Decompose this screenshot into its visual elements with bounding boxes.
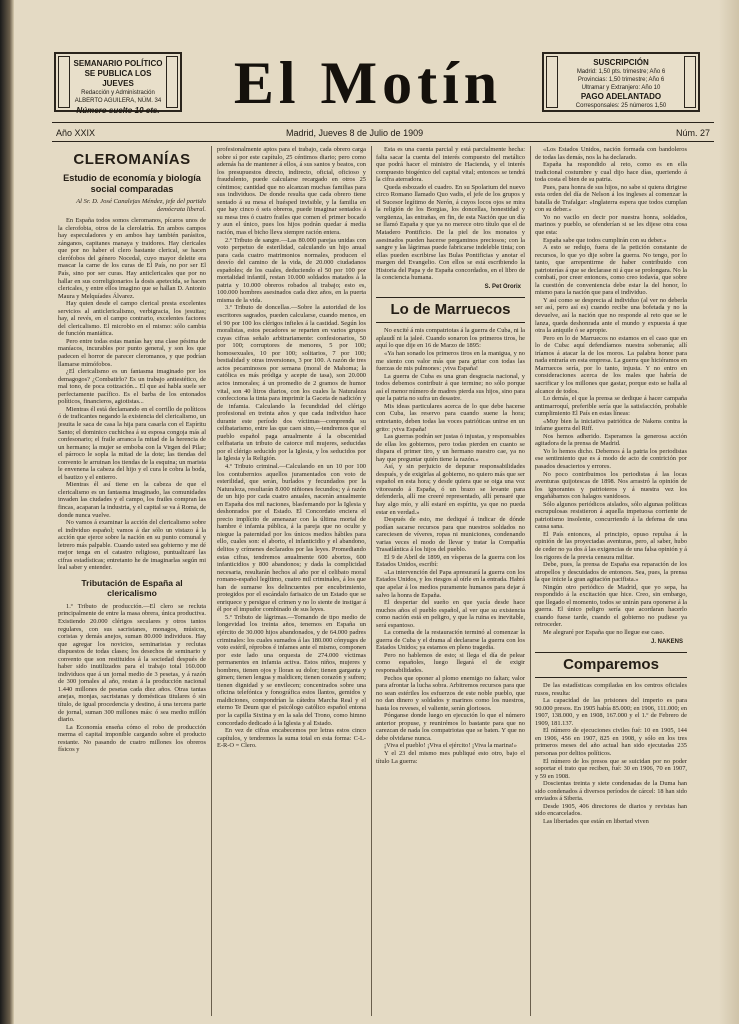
ornament-right: [166, 56, 178, 108]
column-3: [376, 146, 525, 765]
paragraph: La guerra de Cuba es una gran desgracia nacional, y todos debemos contribuir á que termine; no sólo porque así el menor número de madres pierda sus hijos, sino para que la patria no sufra un desastre.: [376, 372, 525, 403]
article-title-comparemos: Comparemos: [535, 652, 687, 678]
column-separator: [371, 146, 372, 1016]
paragraph: Mis ideas particulares acerca de lo que debe hacerse con Cuba, las reservo para cuando suene la hora; entretanto, deben todas las voces patrióticas unirse en un grito: ¡viva España!: [376, 402, 525, 433]
article-signature: J. NAKENS: [650, 638, 683, 645]
masthead-rule-top: [52, 122, 714, 123]
year-label: Año XXIX: [56, 128, 96, 138]
paragraph: Las guerras podrán ser justas ó injustas, y responsables de ellas los gobiernos, pero todas pierden en cuanto se dispara el primer tiro, y un hermano nuestro cae, ya no hay que preguntar quién tiene la razón.»: [376, 433, 525, 463]
badge-line: SE PUBLICA LOS JUEVES: [84, 69, 152, 88]
paragraph: La Economía enseña cómo el robo de producción merma el capital imponible cargando sobre el producto restante. No pasando de cuatro millones los obreros físicos y: [58, 723, 206, 754]
paragraph: 4.º Tributo criminal.—Calculando en un 10 por 100 los contubernios aquellos juramentados con voto de esterilidad, que serán, burlados y fecundados por la Naturaleza, resultarán 8.000 niñiones fecundos; y á razón de un hijo por cada cuatro anuales, nacerán anualmente en España dos mil naciones, blasfemando por la Iglesia y deshonrados por el Estado. El Concordato enciera el precio implícito de amenazar con la última mortal de hambre é infamia pública, á la pareja que no oculte y niegue la paternidad por los únicos medios hábiles para ello, cuales son: el aborto, el infanticidio y el abandono, delitos y crímenes declarados por las leyes. Promediando estas cifras, tendremos anualmente 600 abortos, 600 infanticidios y 800 abandonos; y dada la complicidad necesaria, resultarán hechos al año por el celibato moral romano-español legítimo, cuatro mil criminales, á los que han de sumarse los delincuentes por encubrimiento, protegidos por el escándalo farisaico de un Estado que se enriquece y persigue el crimen y no lo siente de instigar á él por el impudor combinado de sus leyes.: [217, 462, 366, 614]
paragraph: ¡Viva el pueblo! ¡Viva el ejército! ¡Viva la marina!»: [384, 742, 517, 750]
paragraph: No excité á mis compatriotas á la guerra de Cuba, ni la aplaudí ni la jaleé. Cuando sonaron los primeros tiros, he aquí lo que dije en 16 de Marzo de 1895:: [376, 327, 525, 350]
paragraph: La capacidad de las prisiones del imperio es para 90.000 presos. En 1905 había 85.000; en 1906, 111.000; en 1907, 138.000, y en 1908, 167.000 y el 1.º de Febrero de 1909, 181.137.: [535, 697, 687, 727]
paragraph: Así, y sin perjuicio de depurar responsabilidades después, y de exigirlas al gobierno, no quiero más que ser español en esta hora; y desde quiera que se oiga una voz vitoreando á España, ó un brazo se levante para defenderla, allí me creeré representado, allí pensaré que hay algo mío, y allí estaré en espíritu, ya que no pueda estar en verdad.»: [376, 463, 525, 516]
column-1: [58, 146, 206, 754]
badge-line: SUSCRIPCIÓN: [593, 58, 649, 67]
paragraph: Pues, para honra de sus hijos, no sabe si quiera dirigirse esta orden del día de Nelson á los ingleses al comenzar la batalla de Trafalgar: «Inglaterra espera que todos cumplan con su deber.»: [535, 183, 687, 214]
paragraph: 5.º Tributo de lágrimas.—Tomando de tipo medio de longevidad los treinta años, tenemos en España un ejército de 30.000 hijos abandonados, y de 64.000 padres criminales: los cuales sumados á las 180.000 cónyuges de voto estéril, réprobos é infames ante el mismo, componen por este lado una orquesta de 274.000 víctimas permanentes en infamia activa. Estos niños, mujeres y hombres, tienen ojos y lloran su dolor; tienen garganta y gimen; tienen lengua y maldicen; tienen corazón y sufren; tienen dignidad y se envilecen; concentrados sobre una oficina telefónica y fonográfica estos llantos, gemidos y maldiciones, compondrían la cátedra Marcha Real y el eterno Te Deum que el psicólogo católico español entona por la capilla Sixtina y en la sala del Trono, como himno concordado dedicado á la Iglesia y al Estado.: [217, 613, 366, 727]
paragraph: Nos hemos adherido. Esperamos la generosa acción agitadora de la prensa de Madrid.: [535, 432, 687, 448]
paragraph: Después de esto, me dediqué á indicar de dónde podían sacarse recursos para que nuestros soldados no careciesen de víveres, ropas ni municiones, condenando varias veces el modo de llevar y tratar la Compañía Trasatlántica á los hijos del pueblo.: [376, 516, 525, 554]
paragraph: El País entonces, al principio, opuso repulsa á la opinión de las proyectadas aventuras, pero, al saber, hubo de ceder no ya dos á las exigencias de una falsa opinión y á los rigores de la previa censura militar.: [535, 530, 687, 561]
paragraph: Hay quien desde el campo clerical presta excelentes servicios al anticlericalismo, verbigracia, los jesuitas; hay, al revés, en el campo contrario, excelentes factores del clericalismo. El microbio en el mismo: sólo cambia de función maniática.: [58, 300, 206, 338]
paragraph: España sabe que todos cumplirán con su deber.»: [543, 236, 667, 244]
paragraph: «Los Estados Unidos, nación formada con bandoleros de todas las demás, nos la ha declarado.: [535, 146, 687, 161]
badge-line: Madrid: 1,50 pts. trimestre; Año 6: [576, 69, 666, 75]
section-heading: Tributación de España al clericalismo: [81, 577, 183, 599]
column-separator: [530, 146, 531, 1016]
paragraph: De las estadísticas compiladas en los centros oficiales rusos, resulta:: [535, 682, 687, 697]
paragraph: ¿El clericalismo es un fantasma imaginado por los demagogos? ¿Combatirlo? Es un trabajo antiestético, de mal tono, de poca cotización... El que así habla suele ser perfectamente pacífico. Es el barba de los entonados políticos, financieros, agiotistas...: [58, 368, 206, 406]
masthead-rule-bottom: [52, 141, 714, 142]
ornament-left: [58, 56, 70, 108]
newspaper-title: El Motín: [233, 50, 503, 116]
paragraph: Esta es una cuenta parcial y está parcialmente hecha: falta sacar la cuenta del interés compuesto del metálico que podrá hacer el ministro de Hacienda, y el interés compuesto biogénico del capital vital; entonces se tendrá la cifra aterradora.: [376, 146, 525, 184]
issue-number: Núm. 27: [675, 128, 710, 138]
paper-sheet: [14, 0, 739, 1024]
badge-line: Redacción y Administración: [81, 90, 155, 96]
paragraph: 2.º Tributo de sangre.—Las 80.000 parejas unidas con voto perpetuo de esterilidad, calculando un hijo anual para cada cuatro matrimonios normales, producen el desvío del camino de la vida, de 20.000 ciudadanos españoles; de los cuales, deduciendo el 50 por 100 por mortalidad infantil, restan 10.000 soldados matados á la patria y 10.000 obreros robados al trabajo; esto es, 100.000 hombres asesinados cada diez años, en la puerta misma de la vida.: [217, 236, 366, 304]
paragraph: No poco contribuimos los periodistas á las locas aventuras quijotescas de 1898. Nos arrastró la opinión de los ignorantes y patrioteros y á nuestra vez los engañábamos con halagos vanidosos.: [535, 470, 687, 501]
paragraph: La comedia de la restauración terminó al comenzar la guerra de Cuba y el drama al declararse la guerra con los Estados Unidos; ya estamos en pleno tragedia.: [376, 629, 525, 652]
paragraph: El número de ejecuciones civiles fué: 10 en 1905, 144 en 1906, 456 en 1907, 825 en 1908, y sólo en los tres primeros meses del año actual han sido ejecutadas 235 personas por delitos políticos.: [535, 727, 687, 758]
badge-line: Número suelto 10 cts.: [76, 106, 160, 115]
ornament-left: [546, 56, 558, 108]
paragraph: En vez de cifras encabecemos por letras estos cinco capítulos, y tendremos la suma total en esta forma: C-L-E-R-O = Clero.: [217, 727, 366, 750]
column-separator: [211, 146, 212, 1016]
paragraph: Me alegraré por España que no llegue ese caso.: [543, 629, 665, 636]
paragraph: Pechos que oponer al plomo enemigo no faltan; valor para afrontar la lucha sobra. Arbitremos recursos para que no sean estériles los esfuerzos de este noble pueblo, que no dan dinero y soldados y marinos como los nuestros, hasta los reveses, el valiente, serán gloriosos.: [376, 674, 525, 712]
badge-line: Ultramar y Extranjero: Año 10: [581, 85, 661, 91]
paragraph: 1.º Tributo de producción.—El clero se recluta principalmente de entre la masa obrera, única productiva. Existiendo 20.000 clérigos seculares y otros tantos regulares, con sus sacristanes, monagos, músicos, coristas y demás anejos, suman 80.000 individuos. Hay que agregar los novicios, seminaristas y reclutas dispuestos de todas clases; los desechos de seminario y convento que son restituidos á la sociedad después de haber sido inutilizados para el trabajo total 160.000 individuos que á un jornal medio de 3 pesetas, y á razón de 300 jornales al año, restan á la producción nacional 1.440 millones de pesetas cada diez años. Otras tantas anejas, monjas, sacristanas y domésticas titulares ó sin título, de igual procedencia y destino, á una tercera parte de jornal, suman 300 millones más: ó sea medio millón diario.: [58, 602, 206, 724]
date-label: Madrid, Jueves 8 de Julio de 1909: [286, 128, 424, 138]
paragraph: Y así como se desprecia al individuo (al ver no deberla ser así, pero así es) cuando recibe una bofetada y no la devuelve, así la nación que no responde al reto que se le lanza, queda deshonrada ante el mundo y expuesta á que otra la aniquile ó se apropie.: [535, 296, 687, 335]
paragraph: Y el 23 del mismo mes publiqué esto otro, bajo el título La guerra:: [376, 750, 525, 765]
article-title-cleromanias: CLEROMANÍAS: [73, 151, 191, 168]
paragraph: El número de los presos que se suicidan por no poder soportar el trato que reciben, fué: 30 en 1906, 70 en 1907, y 59 en 1908.: [535, 757, 687, 780]
paragraph: El 9 de Abril de 1899, en vísperas de la guerra con los Estados Unidos, escribí:: [376, 553, 525, 569]
paragraph: No vamos á examinar la acción del clericalismo sobre el individuo español; vamos á dar sólo un vistazo á la acción que ejerce sobre la nación en su punto comunal y letrero más palpable. Cuando usted sea gobierno y me dé mejor tenga en el catastro religioso, puntualizaré las cifras estadísticas; entretanto he de imaginarlas según mi leal saber y entender.: [58, 519, 206, 572]
paragraph: Lo demás, el que la prensa se dedique á hacer campaña antimarroquí, preferible sería que la satisfacción, probable cumplimiento El País en estas líneas:: [535, 395, 687, 418]
paragraph: Las libertades que están en libertad viven: [543, 817, 649, 825]
paragraph: Mientras él así tiene en la cabeza de que el clericalismo es un fantasma imaginado, las comunidades invaden las ciudades y el campo, los frailes compran las fincas, acaparan la industria, y el capital se va á Roma, de donde nunca vuelve.: [58, 481, 206, 519]
paragraph: Pero entre todas estas manías hay una clase pésima de maníacos, incurables por punto general, y son los que padecen el horror de parecer cleromanos, y que podrían llamarse mimófobos.: [58, 337, 206, 368]
paragraph: Queda esbozado el cuadro. En su Spolarium del nuevo circo Romano llamado Quo vadis, el jefe de los grupos y el Sucesor legítimo de Nerón, á cuyos locos ojos se mira la religión de los Borgias, los doncellas, honestidad y vergüenza, las entrañas, en fin, de esta Nación que un día se llamó España y que ya no merece otro título que el de Matadero Pontificio. De la piel de los monatos y asesinados pueden hacerse pergaminos preciosos; con la sangre y las lágrimas puede fabricarse indeleble tinta; con ellas pueden escribirse las Bulas Pontificias y anotar el margen del Evangelio. Con ellos se está escribiendo la Historia del Papa y de España concordados, en el libro de la conciencia humana.: [376, 183, 525, 282]
ornament-right: [684, 56, 696, 108]
column-4: [535, 146, 687, 825]
paragraph: España ha respondido al reto, como es en ella tradicional costumbre y cual dijo hace días, queriendo á toda costa el bien de su patria.: [535, 161, 687, 184]
paragraph: Pero no hablemos de esto; si llega el día de pelear como españoles, luego llegará el de exigir responsabilidades.: [376, 651, 525, 674]
paragraph: Desde 1905, 406 directores de diarios y revistas han sido encarcelados.: [535, 802, 687, 818]
paragraph: Doscientas treinta y siete condenadas de la Duma han sido condenados á diversos períodos de cárcel: 18 han sido enviados á Siberia.: [535, 780, 687, 803]
paragraph: Pero en lo de Marruecos no estamos en el caso que en lo de Cuba: aquí defendíamos nuestra soberanía; allí iríamos á atacar la de los moros. La palabra honor para nada entraría en esta empresa. La guerra que hiciéramos en Marruecos sería, por lo tanto, injusta. Y no entro en consideraciones acerca de los males que habría de sacrificar y los millones que gastar, porque esto se halla al alcance de todos.: [535, 334, 687, 395]
paragraph: «Muy bien la iniciativa patriótica de Nakens contra la infame guerra del Riff.: [535, 417, 687, 433]
paper-edge: [719, 0, 739, 1024]
paragraph: profesionalmente aptos para el trabajo, cada obrero carga sobre sí por este capítulo, 25 céntimos diario; pero como además ha de mantener á ellos, á sus santos y beatos, con los presupuestos directo, indirecto, oficial, oficioso y fraudulento, puede calcularse recargado en otros 25 céntimos; cantidad que no alcanzan muchas familias para sus individuos. De donde resulta que cada obrero tiene sentado á su mesa el huésped invisible, y la familia en que hay cinco ó seis obreros, puede imaginar sentados á su mesa tres ó cuatro frailes que comen el primer bocado y aun el único, pues los hijos podrán quedar á media ración, mas el bicho lleva siempre ración entera.: [217, 146, 366, 237]
paragraph: Yo no vacilo en decir por nuestra honra, soldados, marinos y pueblo, se ofenderían si se les dijese otra cosa que esta:: [535, 213, 687, 237]
badge-line: PAGO ADELANTADO: [580, 92, 662, 101]
subscription-badge-left: [54, 52, 182, 115]
paragraph: A esto se redujo, fuera de la petición constante de recursos, lo que yo dije sobre la guerra. No tengo, por lo tanto, que arrepentirme de haber contribuido con patrioterías á que se declarase ni á que se prolongara. No la combatí, por creer entonces, como creo todavía, que sobre la cuestión de conveniencia debe estar la del honor, lo mismo para la nación que para el individuo.: [535, 244, 687, 297]
badge-line: SEMANARIO POLÍTICO: [73, 59, 163, 68]
paragraph: Yo lo hemos dicho. Debemos á la patria los periodistas ese sentimiento que es á modo de acto de contrición por pasados desaciertos y errores.: [535, 447, 687, 470]
paragraph: Debe, pues, la prensa de España esa reparación de los atropellos y descuidados de entonces. Sea, pues, la prensa la que inicie la gran agitación pacifista.»: [535, 561, 687, 584]
paragraph: El despertar del sueño en que yacía desde hace muchos años el pueblo español, al ver que su existencia como nación está en peligro, y que la ruina es inevitable, será espantoso.: [376, 599, 525, 629]
article-signature: S. Pet Ororix: [484, 283, 521, 290]
badge-line: Corresponsales: 25 números 1,50: [575, 103, 667, 109]
paragraph: Mientras él está declamando en el corrillo de políticos ó de traficantes negando la existencia del clericalismo, un jesuita le saca de casa la hija para casarla con el Espíritu Santo; el dominico cuchichea á su esposa congoja más al confesonario; el fraile arranca la mitad de la herencia de un hermano; la mujer se emboba con la Virgen del Pilar; el párroco le sopla la mitad de la dote; las tiendas del convento le arruinan los tiendas de la esquina; un marista le envenena la cabeza del hijo y el cura le cobra la boda, el bautizo y el entierro.: [58, 405, 206, 481]
paragraph: Ningún otro periódico de Madrid, que yo sepa, ha respondido á la excitación que hice. Creo, sin embargo, que llegado el momento, todos se unirán para oponerse á la guerra. El único peligro sería que acordaran hacerlo cuando fuese tarde, cuando el gobierno no pudiese ya retroceder.: [535, 583, 687, 629]
paragraph: En España todos somos cleromanos, pícaros unos de la clerofobia, otros de la clerolatría. En ambos campos hay especuladores y en ambos hay también parásitos, zánganos, capitanes manaya y traidores. Hay clericales que por no haber el clero bastante clerical, se hacen clerófobos del género Nocedal, cuyo mayor deleite era mascar la carne de los curas de El País, no por ser El País, sino por ser curas. Hay anticlericales que por no hallar en sus correligionarios la dosis apetecida, se hacen clericales, y entre ellos imagino que se hallan D. Antonio Maura y Melquíades Álvarez.: [58, 217, 206, 300]
article-title-marruecos: Lo de Marruecos: [376, 297, 525, 323]
article-subtitle: Estudio de economía y biología social comparadas: [63, 173, 201, 194]
paragraph: Sólo algunos periódicos aislados, sólo algunas políticas escrupulosas resistieron á aquella impetuosa corriente de patriotismo insolente, concurriendo á la defensa de una causa sana.: [535, 500, 687, 531]
paragraph: 3.º Tributo de doncellas.—Sobre la autoridad de los escritores sagrados, pueden calcularse, cuando menos, en el 90 por 100 los clérigos infieles á la castidad. Según los moralistas, estos pecadores se reparten en varios grupos cuyas cifras señalo arbitrariamente: confesionarios, 50 por 100; corruptores de menores, 5 por 100; homosexuales, 10 por 100; solitarios, 7 por 100; bestialidad y otras inversiones, 3 por 100. A razón de tres actos pecaminosos por semana (moral de Mahoma; la católica es más pródiga y acepte de tasa), son 20.000 actos inmorales; á un promedio de 2 gramos de humor vital, son 40 litros diarios, con los cuales la Naturaleza confecciona la tinta para imprimir la Gaceta de nadición y de infamia. Calculando la fecundidad del clérigo profesional en treinta años y que cada individuo hace durante este período dos víctimas—comprenda su celibatarismo, entre las que caen sino,—tendremos que el pueblo español paga anualmente á la obscenidad celibataria un tributo de catorce mil mujeres, seducidas por el clérigo seducido por la Iglesia, y los seducidos por la Iglesia y la Religión.: [217, 304, 366, 463]
column-2: [217, 146, 366, 750]
subscription-badge-right: [542, 52, 700, 112]
article-dedication: Al Sr. D. José Canalejas Méndez, jefe del partido demócrata liberal.: [76, 198, 206, 213]
paragraph: Pónganse donde luego en ejecución lo que el número anterior propuse, y reunirémos lo bastante para que no carezcan de nada los compatriotas que se baten. Y que no debe olvidarse nunca.: [376, 712, 525, 742]
paragraph: «Ya han sonado los primeros tiros en la manigua, y no me siento con valor más que para gritar con todas las fuerzas de mis pulmones: ¡viva España!: [376, 350, 525, 373]
badge-line: Provincias: 1,50 trimestre; Año 6: [577, 77, 665, 83]
badge-line: ALBERTO AGUILERA, NÚM. 34: [74, 98, 162, 104]
binding-gutter: [0, 0, 14, 1024]
paragraph: «La intervención del Papa apresurará la guerra con los Estados Unidos, y los riesgos al oírle en la entrada. Habrá que apelar á los medios puramente humanos para dejar á salvo la honra de España.: [376, 568, 525, 599]
